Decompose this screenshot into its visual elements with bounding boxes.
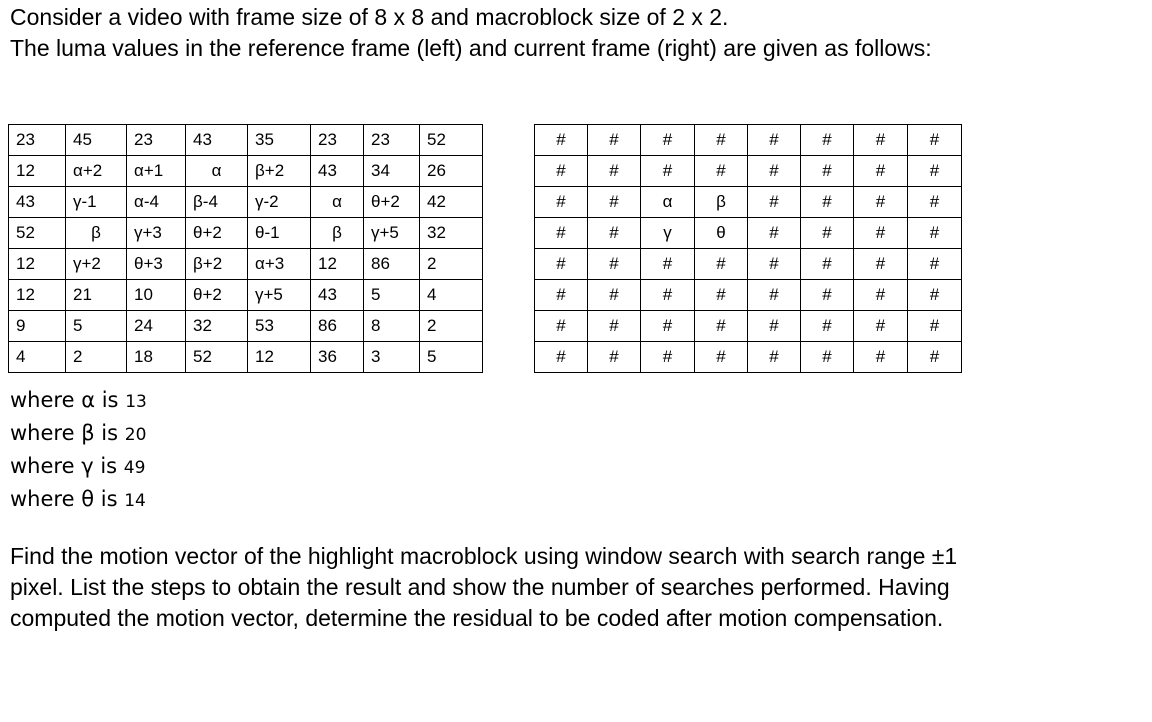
current-cell: # xyxy=(535,280,588,311)
intro-line-2: The luma values in the reference frame (left) and current frame (right) are given as follows: xyxy=(10,35,932,61)
current-cell: # xyxy=(854,125,908,156)
table-row xyxy=(9,342,483,373)
current-cell: # xyxy=(854,249,908,280)
table-row xyxy=(535,342,962,373)
reference-cell: 18 xyxy=(127,342,186,373)
reference-cell: γ-2 xyxy=(248,187,311,218)
current-cell: # xyxy=(748,342,801,373)
reference-cell: 12 xyxy=(9,280,66,311)
table-row xyxy=(9,311,483,342)
table-row xyxy=(535,280,962,311)
current-cell: # xyxy=(535,249,588,280)
current-cell: # xyxy=(801,218,854,249)
where-gamma: where γ is 49 xyxy=(10,454,146,478)
table-row xyxy=(9,125,483,156)
reference-cell: γ+2 xyxy=(66,249,127,280)
reference-cell: β xyxy=(311,218,364,249)
current-cell: γ xyxy=(641,218,695,249)
current-frame-table xyxy=(534,124,962,373)
variable-definitions xyxy=(10,385,147,517)
current-cell: θ xyxy=(695,218,748,249)
current-cell: # xyxy=(641,249,695,280)
current-cell: # xyxy=(908,311,962,342)
reference-cell: α xyxy=(311,187,364,218)
reference-cell: 23 xyxy=(311,125,364,156)
current-cell: # xyxy=(801,156,854,187)
current-cell: # xyxy=(641,311,695,342)
reference-cell: 35 xyxy=(248,125,311,156)
current-cell: # xyxy=(535,125,588,156)
reference-cell: 45 xyxy=(66,125,127,156)
current-cell: # xyxy=(801,187,854,218)
current-cell: # xyxy=(535,342,588,373)
current-cell: β xyxy=(695,187,748,218)
reference-cell: 32 xyxy=(420,218,483,249)
table-row xyxy=(9,156,483,187)
reference-cell: θ+2 xyxy=(186,280,248,311)
current-cell: # xyxy=(748,156,801,187)
current-cell: # xyxy=(748,125,801,156)
table-row xyxy=(9,187,483,218)
current-cell: # xyxy=(695,249,748,280)
current-cell: # xyxy=(801,249,854,280)
reference-cell: α+2 xyxy=(66,156,127,187)
intro-line-1: Consider a video with frame size of 8 x 8 and macroblock size of 2 x 2. xyxy=(10,4,729,30)
reference-cell: 24 xyxy=(127,311,186,342)
reference-cell: 42 xyxy=(420,187,483,218)
reference-cell: β+2 xyxy=(248,156,311,187)
current-cell: # xyxy=(588,342,641,373)
reference-cell: θ+2 xyxy=(186,218,248,249)
current-cell: # xyxy=(908,280,962,311)
current-cell: # xyxy=(695,156,748,187)
current-cell: # xyxy=(854,218,908,249)
current-cell: # xyxy=(854,311,908,342)
current-cell: # xyxy=(588,187,641,218)
reference-cell: 43 xyxy=(9,187,66,218)
reference-cell: 4 xyxy=(9,342,66,373)
current-cell: # xyxy=(535,187,588,218)
reference-cell: γ+3 xyxy=(127,218,186,249)
reference-cell: 4 xyxy=(420,280,483,311)
current-cell: # xyxy=(695,280,748,311)
reference-cell: 23 xyxy=(127,125,186,156)
reference-cell: 10 xyxy=(127,280,186,311)
reference-cell: 2 xyxy=(420,311,483,342)
current-cell: # xyxy=(801,342,854,373)
reference-cell: α xyxy=(186,156,248,187)
current-cell: # xyxy=(695,125,748,156)
reference-cell: 34 xyxy=(364,156,420,187)
current-cell: # xyxy=(801,125,854,156)
current-cell: # xyxy=(641,125,695,156)
current-cell: # xyxy=(801,280,854,311)
reference-cell: 43 xyxy=(311,280,364,311)
reference-cell: 5 xyxy=(420,342,483,373)
reference-cell: α+1 xyxy=(127,156,186,187)
table-row xyxy=(535,218,962,249)
reference-cell: 5 xyxy=(66,311,127,342)
problem-intro xyxy=(10,2,960,64)
current-cell: # xyxy=(854,187,908,218)
current-cell: # xyxy=(854,280,908,311)
current-cell: # xyxy=(854,342,908,373)
reference-cell: θ-1 xyxy=(248,218,311,249)
reference-cell: 9 xyxy=(9,311,66,342)
table-row xyxy=(535,125,962,156)
current-cell: # xyxy=(588,249,641,280)
current-cell: # xyxy=(695,342,748,373)
current-cell: # xyxy=(854,156,908,187)
reference-cell: 52 xyxy=(9,218,66,249)
reference-cell: 43 xyxy=(311,156,364,187)
reference-cell: γ+5 xyxy=(248,280,311,311)
current-cell: # xyxy=(908,125,962,156)
current-cell: # xyxy=(588,280,641,311)
reference-cell: 12 xyxy=(248,342,311,373)
current-cell: # xyxy=(908,342,962,373)
current-cell: # xyxy=(748,280,801,311)
table-row xyxy=(535,249,962,280)
current-cell: # xyxy=(641,156,695,187)
reference-cell: 26 xyxy=(420,156,483,187)
reference-cell: 86 xyxy=(311,311,364,342)
current-cell: # xyxy=(748,249,801,280)
where-theta: where θ is 14 xyxy=(10,487,146,511)
table-row xyxy=(9,280,483,311)
current-cell: # xyxy=(801,311,854,342)
reference-cell: α+3 xyxy=(248,249,311,280)
reference-cell: 23 xyxy=(9,125,66,156)
reference-cell: 52 xyxy=(420,125,483,156)
reference-cell: 5 xyxy=(364,280,420,311)
current-cell: # xyxy=(641,280,695,311)
current-cell: # xyxy=(588,311,641,342)
reference-cell: 2 xyxy=(420,249,483,280)
question-text: Find the motion vector of the highlight macroblock using window search with search range ±1 pixel. List the steps to obtain the result and show the number of searches performed. Having computed the motion vector, determine the residual to be coded after motion compensation. xyxy=(10,543,958,631)
table-row xyxy=(9,218,483,249)
reference-cell: 12 xyxy=(9,156,66,187)
reference-frame-table xyxy=(8,124,483,373)
reference-cell: β-4 xyxy=(186,187,248,218)
reference-cell: 53 xyxy=(248,311,311,342)
reference-cell: θ+2 xyxy=(364,187,420,218)
reference-cell: 36 xyxy=(311,342,364,373)
current-cell: # xyxy=(641,342,695,373)
reference-cell: β xyxy=(66,218,127,249)
current-cell: # xyxy=(588,125,641,156)
current-cell: # xyxy=(535,311,588,342)
reference-cell: 52 xyxy=(186,342,248,373)
current-cell: # xyxy=(908,218,962,249)
reference-cell: 12 xyxy=(9,249,66,280)
reference-cell: 23 xyxy=(364,125,420,156)
reference-cell: 12 xyxy=(311,249,364,280)
current-cell: # xyxy=(588,156,641,187)
current-cell: # xyxy=(535,156,588,187)
current-cell: # xyxy=(748,187,801,218)
current-cell: # xyxy=(908,156,962,187)
reference-cell: θ+3 xyxy=(127,249,186,280)
current-cell: # xyxy=(535,218,588,249)
current-cell: # xyxy=(748,218,801,249)
table-row xyxy=(9,249,483,280)
where-beta: where β is 20 xyxy=(10,421,147,445)
current-cell: # xyxy=(588,218,641,249)
reference-cell: 21 xyxy=(66,280,127,311)
reference-cell: 3 xyxy=(364,342,420,373)
reference-cell: γ+5 xyxy=(364,218,420,249)
table-row xyxy=(535,187,962,218)
current-cell: # xyxy=(908,249,962,280)
reference-cell: β+2 xyxy=(186,249,248,280)
current-cell: # xyxy=(748,311,801,342)
current-cell: # xyxy=(695,311,748,342)
current-cell: α xyxy=(641,187,695,218)
reference-cell: 8 xyxy=(364,311,420,342)
reference-cell: γ-1 xyxy=(66,187,127,218)
where-alpha: where α is 13 xyxy=(10,388,147,412)
reference-cell: α-4 xyxy=(127,187,186,218)
reference-cell: 32 xyxy=(186,311,248,342)
reference-cell: 2 xyxy=(66,342,127,373)
table-row xyxy=(535,156,962,187)
table-row xyxy=(535,311,962,342)
current-cell: # xyxy=(908,187,962,218)
reference-cell: 43 xyxy=(186,125,248,156)
reference-cell: 86 xyxy=(364,249,420,280)
